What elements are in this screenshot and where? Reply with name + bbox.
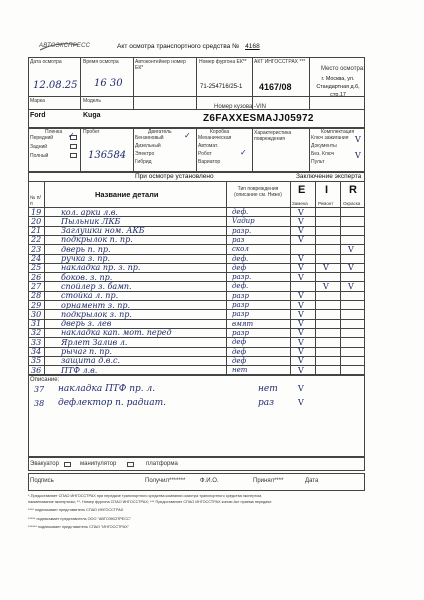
note-mark[interactable]: V: [298, 398, 304, 407]
row-mark-e[interactable]: V: [298, 207, 304, 217]
act-value: 4167/08: [259, 82, 292, 92]
brand-label: Марка: [30, 98, 45, 104]
row-damage-type: разр: [232, 301, 249, 309]
row-number: 31: [31, 319, 42, 329]
note-text: накладка ПТФ пр. л.: [58, 384, 156, 394]
row-number: 20: [31, 216, 42, 226]
fl-label: Номер фургона ЕК**: [199, 59, 247, 65]
row-part-name: дверь з. лев: [61, 319, 112, 329]
note-damage-type: нет: [258, 384, 278, 394]
row-damage-type: разр: [232, 328, 249, 337]
manip-checkbox[interactable]: [127, 462, 134, 467]
act-ref-label: АКТ ИНГОССТРАХ ***: [254, 59, 306, 65]
i-sub-header: Ремонт: [318, 201, 334, 206]
row-part-name: подкрылок з. пр.: [61, 309, 132, 319]
vehicle-box: [28, 96, 365, 128]
date-label: Дата осмотра: [30, 59, 62, 65]
row-number: 21: [31, 226, 42, 236]
note-mark[interactable]: V: [298, 384, 304, 393]
evac-checkbox[interactable]: [64, 462, 71, 467]
date-value: 12.08.25: [33, 80, 78, 91]
drive-option-full[interactable]: Полный ✓: [30, 153, 80, 159]
row-number: 26: [31, 272, 42, 282]
row-number: 28: [31, 291, 42, 301]
row-damage-type: вмят: [232, 319, 254, 328]
row-mark-e[interactable]: V: [298, 319, 304, 329]
row-mark-r[interactable]: V: [348, 281, 354, 291]
logo-text: АВТОЭКСПРЕСС: [39, 43, 91, 49]
footnote-1: *-Предоставляет СПАО ИНГОССТРАХ при передаче транспортного средства компании осмотра транспортного средства экспертом,: [28, 494, 262, 498]
row-mark-e[interactable]: V: [298, 272, 304, 282]
row-number: 33: [31, 337, 42, 347]
odometer-value: 136584: [88, 150, 127, 161]
note-number: 37: [34, 385, 45, 394]
manip-label: манипулятор: [80, 461, 117, 467]
row-part-name: дверь п. пр.: [61, 244, 111, 254]
row-damage-type: разр.: [232, 273, 252, 282]
drive-option-rear[interactable]: Задний: [30, 144, 80, 150]
vin-label: Номер кузова -VIN: [214, 104, 266, 110]
footnote-4: ***** подписывает представитель ООО "АВТОЭКСПРЕСС": [28, 516, 132, 521]
row-part-name: ручка з. пр.: [61, 254, 111, 263]
e-sub-header: Замена: [292, 201, 308, 206]
light-label: Пленка: [45, 129, 63, 135]
notes-label: Описание:: [30, 377, 60, 383]
e-col-header: E: [298, 184, 306, 196]
gearbox-label: Коробка: [210, 129, 230, 135]
engine-electric[interactable]: Электро: [135, 151, 155, 157]
act-number: 4168: [245, 43, 260, 50]
row-mark-e[interactable]: V: [298, 309, 304, 319]
row-number: 22: [31, 235, 42, 245]
compl-remote[interactable]: Пульт: [311, 159, 325, 165]
row-damage-type: деф: [232, 347, 247, 356]
gearbox-robot[interactable]: Робот: [198, 151, 212, 157]
row-damage-type: нет: [232, 366, 248, 375]
row-part-name: накладка пр. з. пр.: [61, 263, 141, 273]
engine-check: ✓: [184, 131, 191, 140]
date-sign-label: Дата: [305, 478, 319, 484]
odometer-label: Пробег: [83, 129, 100, 135]
r-sub-header: Окраска: [343, 201, 361, 206]
platform-label: платформа: [146, 461, 178, 467]
compl-docs[interactable]: Документы: [311, 143, 337, 149]
compl-nokey[interactable]: Без. Ключ: [311, 151, 335, 157]
row-part-name: Заглушки ном. АКБ: [61, 226, 145, 236]
damage-note-label: Характеристика повреждения: [254, 130, 292, 142]
row-number: 30: [31, 309, 42, 319]
row-mark-e[interactable]: V: [298, 226, 304, 236]
row-damage-type: разр.: [232, 226, 252, 235]
expert-label: Заключение эксперта: [296, 173, 362, 180]
document-title: [117, 43, 260, 50]
drive-option-front[interactable]: Передний: [30, 135, 80, 141]
evac-label: Эвакуатор: [30, 461, 59, 467]
footnote-2: наименование экспертизы; **- Номер фургона СПАО ИНГОССТРАХ; *** Предоставляет СПАО ИНГОССТРАХ копию Акт приема передачи: [28, 499, 272, 504]
row-part-name: Ярлет Залив л.: [61, 337, 128, 347]
compl-check-1: V: [355, 135, 361, 144]
row-part-name: защита д.в.с.: [61, 356, 121, 366]
row-mark-e[interactable]: V: [298, 263, 304, 273]
row-number: 23: [31, 244, 42, 254]
row-mark-e[interactable]: V: [298, 300, 304, 310]
footnote-5: ****** подписывает представитель СПАО "ИНГОССТРАХ": [28, 525, 129, 529]
gearbox-check: ✓: [240, 148, 247, 157]
row-damage-type: разр: [232, 291, 249, 300]
gearbox-cvt[interactable]: Вариатор: [198, 159, 221, 165]
row-mark-i[interactable]: V: [323, 263, 329, 273]
row-number: 24: [31, 254, 42, 263]
row-part-name: подкрылок п. пр.: [61, 235, 133, 245]
engine-petrol[interactable]: Бензиновый: [135, 135, 164, 141]
row-number: 36: [31, 365, 42, 375]
i-col-header: I: [325, 184, 329, 196]
footnotes: [28, 494, 368, 531]
transport-box: [28, 457, 365, 471]
row-number: 34: [31, 347, 42, 356]
row-mark-e[interactable]: V: [298, 291, 304, 301]
compl-check-2: V: [355, 151, 361, 160]
row-number: 29: [31, 300, 42, 310]
model-label: Модель: [83, 98, 101, 104]
row-mark-e[interactable]: V: [298, 365, 304, 375]
row-mark-e[interactable]: V: [298, 356, 304, 366]
row-part-name: рычаг п. пр.: [61, 347, 113, 356]
row-mark-i[interactable]: V: [323, 281, 329, 291]
model-value: Kuga: [83, 112, 101, 119]
place-label: Место осмотра:: [321, 66, 365, 72]
row-mark-r[interactable]: V: [348, 244, 354, 254]
engine-label: Двигатель: [148, 129, 172, 135]
num-col-header: № п/п: [30, 195, 41, 207]
row-mark-e[interactable]: V: [298, 216, 304, 226]
row-mark-e[interactable]: V: [298, 254, 304, 263]
gearbox-manual[interactable]: Механическая: [198, 135, 232, 141]
row-damage-type: скол: [232, 245, 249, 254]
fio-label: Ф.И.О.: [200, 478, 219, 484]
engine-hybrid[interactable]: Гибрид: [135, 159, 152, 165]
row-part-name: кол. арки л.в.: [61, 207, 118, 217]
row-mark-e[interactable]: V: [298, 328, 304, 338]
footnote-3: **** подписывает представитель СПАО ИНГОССТРАХ: [28, 508, 124, 512]
time-value: 16 30: [94, 78, 123, 89]
row-damage-type: деф.: [232, 254, 249, 263]
carrier-label: Автоконтейнер номер ЕК*: [135, 59, 186, 71]
row-part-name: орнамент з. пр.: [61, 300, 131, 310]
accepted-label: Принял****: [253, 478, 284, 484]
gearbox-auto[interactable]: Автомат.: [198, 143, 219, 149]
compl-key[interactable]: Ключ зажигания: [311, 135, 349, 141]
row-mark-e[interactable]: V: [298, 235, 304, 245]
company-logo: [38, 40, 98, 52]
r-col-header: R: [349, 184, 357, 196]
row-number: 35: [31, 356, 42, 366]
row-number: 19: [31, 207, 42, 217]
note-number: 38: [34, 399, 45, 408]
row-mark-e[interactable]: V: [298, 337, 304, 347]
row-damage-type: Vадир: [232, 217, 255, 226]
row-mark-e[interactable]: V: [298, 347, 304, 356]
established-label: При осмотре установлено: [135, 173, 214, 180]
sign-label: Подпись: [30, 478, 54, 484]
row-part-name: накладка кап. мот. перед: [61, 328, 172, 338]
row-damage-type: деф: [232, 338, 247, 347]
compl-label: Комплектация: [321, 129, 355, 135]
row-part-name: боков. з. пр.: [61, 272, 113, 282]
row-number: 27: [31, 281, 42, 291]
fl-value: 71-254716/25-1: [200, 84, 243, 90]
row-damage-type: деф: [232, 263, 247, 272]
note-text: дефлектор п. радиат.: [58, 398, 166, 408]
brand-value: Ford: [30, 112, 46, 119]
time-label: Время осмотра: [83, 59, 119, 65]
row-part-name: ПТФ л.в.: [61, 365, 98, 375]
row-part-name: спойлер з. бамп.: [61, 281, 132, 291]
row-part-name: Пыльник ЛКБ: [61, 216, 121, 226]
row-damage-type: раз: [232, 235, 245, 244]
row-damage-type: деф.: [232, 208, 249, 216]
title-text: Акт осмотра транспортного средства №: [117, 43, 240, 50]
type-col-header: Тип повреждения (описание см. Ниже): [234, 186, 282, 198]
row-part-name: стойка л. пр.: [61, 291, 119, 301]
row-damage-type: деф: [232, 356, 247, 365]
row-damage-type: деф.: [232, 282, 249, 291]
note-damage-type: раз: [258, 398, 275, 408]
received-label: Получил*******: [145, 478, 186, 484]
engine-diesel[interactable]: Дизельный: [135, 143, 161, 149]
row-number: 32: [31, 328, 42, 338]
place-value: г. Москва, ул. Стандартная д.6, стр.17: [316, 76, 360, 98]
row-number: 25: [31, 263, 42, 273]
row-damage-type: разр: [232, 310, 249, 319]
vin-value: Z6FAXXESMAJJ05972: [203, 113, 314, 124]
row-mark-r[interactable]: V: [348, 263, 354, 273]
name-col-header: Название детали: [95, 190, 159, 199]
